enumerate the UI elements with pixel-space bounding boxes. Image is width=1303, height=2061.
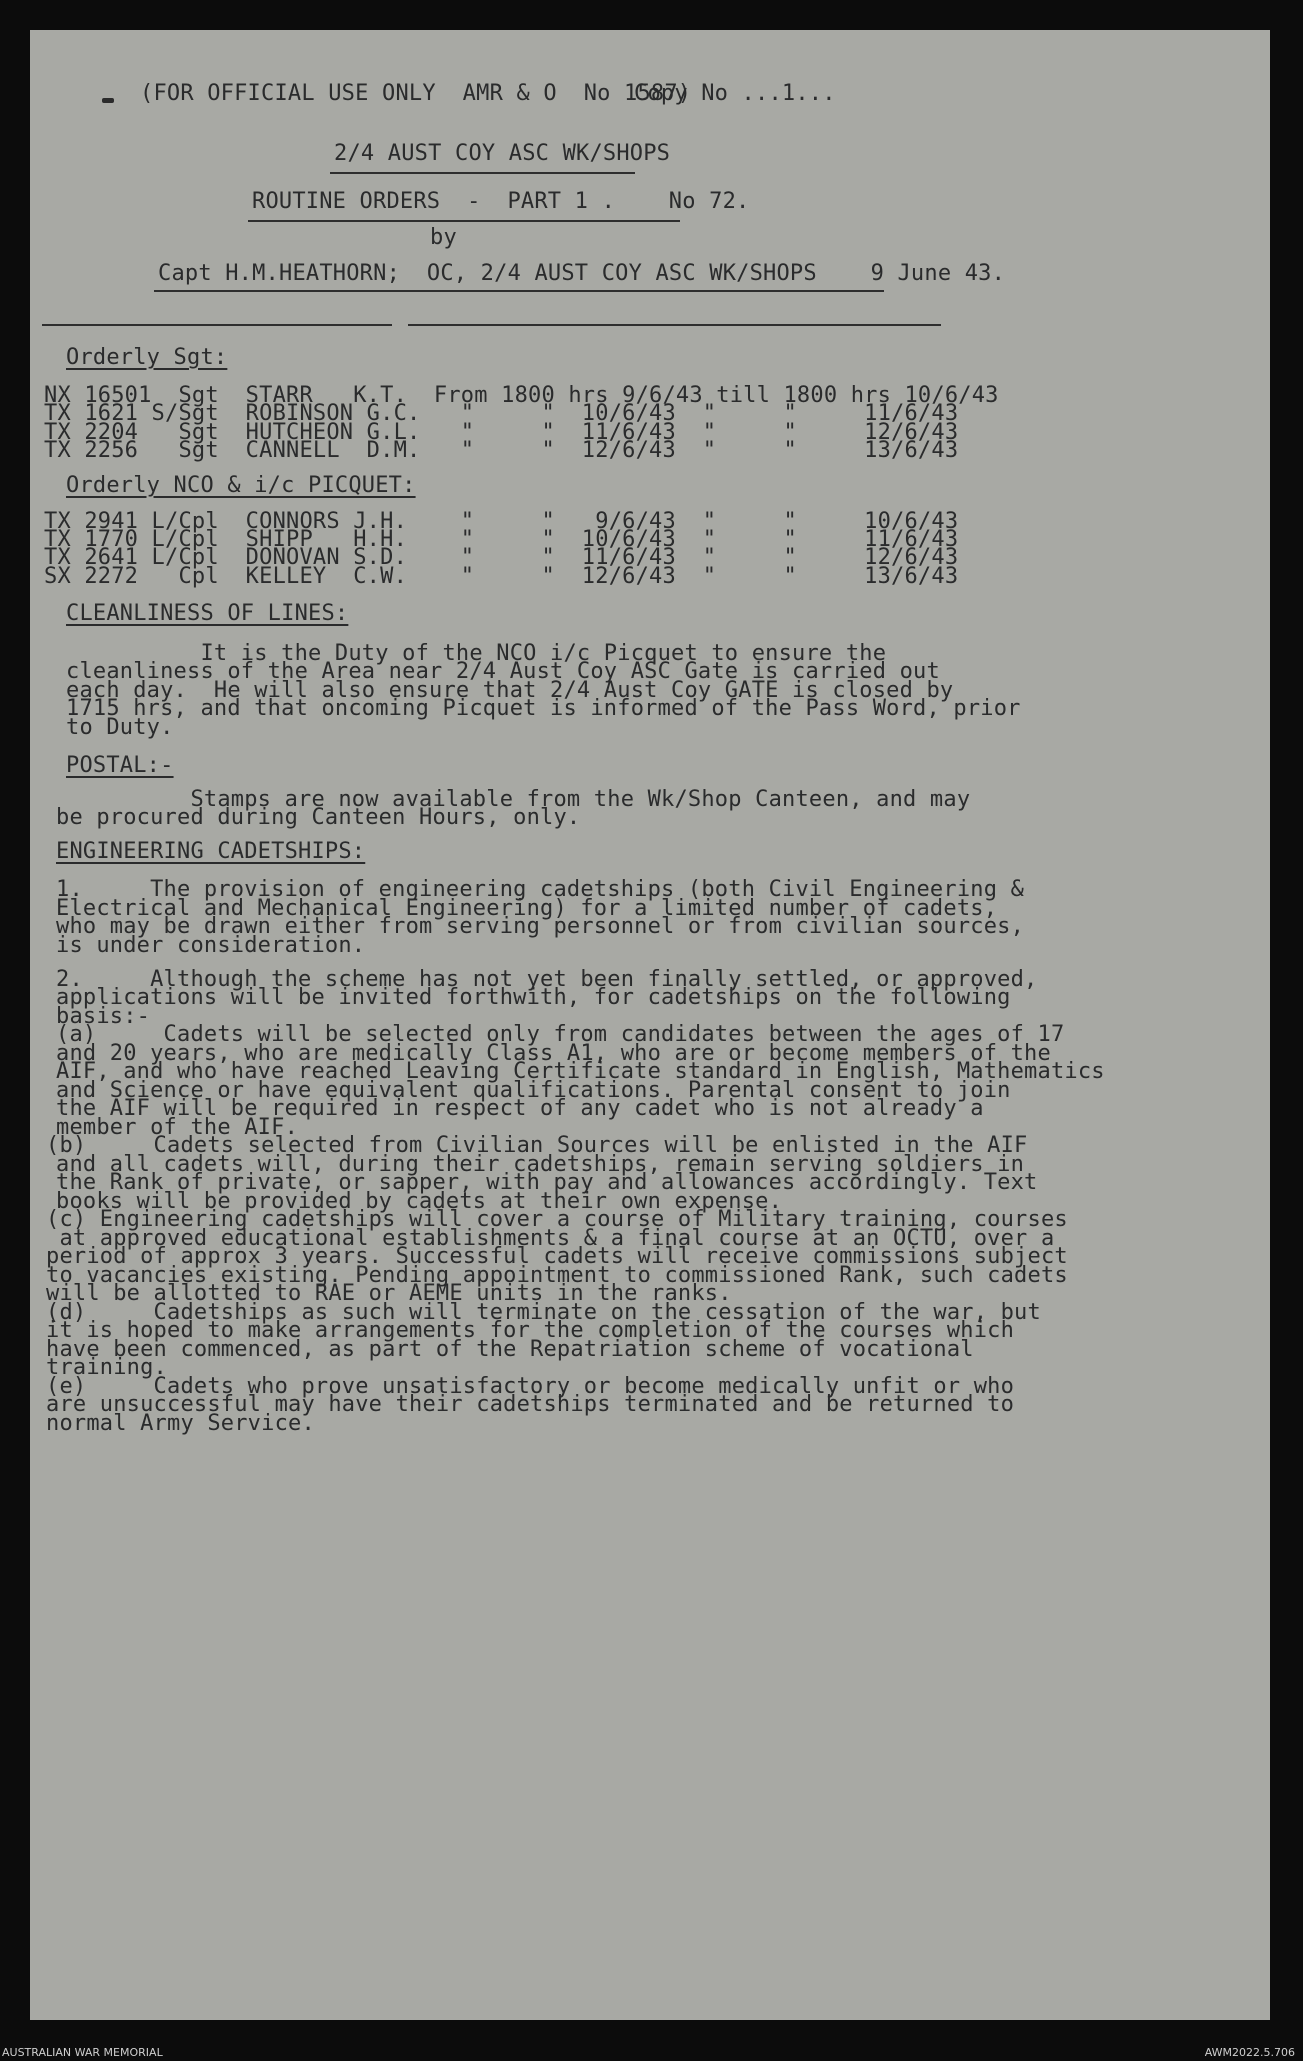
body-line: (a) Cadets will be selected only from candidates between the ages of 17 — [56, 1022, 1065, 1047]
body-line: 1. The provision of engineering cadetships (both Civil Engineering & — [56, 877, 1025, 902]
orderly-nco-heading: Orderly NCO & i/c PICQUET: — [66, 473, 416, 498]
unit-title-underline — [330, 172, 635, 174]
body-line: It is the Duty of the NCO i/c Picquet to ensure the — [66, 641, 887, 666]
archive-reference: AWM2022.5.706 — [1204, 2046, 1295, 2059]
separator-left — [42, 324, 392, 326]
routine-orders-title: ROUTINE ORDERS - PART 1 . No 72. — [252, 189, 750, 214]
cleanliness-heading: CLEANLINESS OF LINES: — [66, 601, 349, 626]
body-line: member of the AIF. — [56, 1115, 299, 1140]
body-line: and Science or have equivalent qualifications. Parental consent to join — [56, 1078, 1011, 1103]
roster-row: SX 2272 Cpl KELLEY C.W. " " 12/6/43 " " 13/6/43 — [44, 564, 959, 589]
body-line: to Duty. — [66, 715, 174, 740]
body-line: normal Army Service. — [46, 1411, 315, 1436]
body-line: each day. He will also ensure that 2/4 Aust Coy GATE is closed by — [66, 678, 954, 703]
body-line: the Rank of private, or sapper, with pay and allowances accordingly. Text — [56, 1170, 1038, 1195]
body-line: cleanliness of the Area near 2/4 Aust Coy ASC Gate is carried out — [66, 659, 940, 684]
copy-number: Copy No ...1... — [634, 81, 836, 106]
body-line: be procured during Canteen Hours, only. — [56, 805, 581, 830]
body-line: have been commenced, as part of the Repatriation scheme of vocational — [46, 1337, 974, 1362]
roster-row: TX 1770 L/Cpl SHIPP H.H. " " 10/6/43 " " 11/6/43 — [44, 527, 959, 552]
classification-line: (FOR OFFICIAL USE ONLY AMR & O No 1587) — [140, 81, 692, 106]
signature-underline — [154, 290, 884, 292]
document-page — [30, 30, 1270, 2020]
separator-right — [408, 324, 941, 326]
by-line: by — [430, 225, 457, 250]
body-line: (b) Cadets selected from Civilian Sources will be enlisted in the AIF — [46, 1133, 1028, 1158]
body-line: at approved educational establishments & a final course at an OCTU, over a — [46, 1226, 1055, 1251]
body-line: basis:- — [56, 1004, 151, 1029]
cadetships-heading: ENGINEERING CADETSHIPS: — [56, 839, 366, 864]
roster-row: TX 2204 Sgt HUTCHEON G.L. " " 11/6/43 " " 12/6/43 — [44, 420, 959, 445]
body-line: will be allotted to RAE or AEME units in the ranks. — [46, 1281, 732, 1306]
roster-row: NX 16501 Sgt STARR K.T. From 1800 hrs 9/6/43 till 1800 hrs 10/6/43 — [44, 383, 999, 408]
body-line: 2. Although the scheme has not yet been finally settled, or approved, — [56, 967, 1038, 992]
body-line: training. — [46, 1355, 168, 1380]
body-line: to vacancies existing. Pending appointment to commissioned Rank, such cadets — [46, 1263, 1068, 1288]
body-line: (e) Cadets who prove unsatisfactory or become medically unfit or who — [46, 1374, 1015, 1399]
ink-smudge — [102, 98, 114, 103]
signature-line: Capt H.M.HEATHORN; OC, 2/4 AUST COY ASC WK/SHOPS 9 June 43. — [158, 261, 1006, 286]
postal-heading: POSTAL:- — [66, 753, 174, 778]
unit-title: 2/4 AUST COY ASC WK/SHOPS — [334, 141, 671, 166]
roster-row: TX 1621 S/Sgt ROBINSON G.C. " " 10/6/43 " " 11/6/43 — [44, 401, 959, 426]
body-line: are unsuccessful may have their cadetships terminated and be returned to — [46, 1392, 1015, 1417]
body-line: who may be drawn either from serving personnel or from civilian sources, — [56, 914, 1025, 939]
body-line: and all cadets will, during their cadetships, remain serving soldiers in — [56, 1152, 1025, 1177]
orders-title-underline — [248, 220, 680, 222]
body-line: books will be provided by cadets at their own expense. — [56, 1189, 783, 1214]
roster-row: TX 2641 L/Cpl DONOVAN S.D. " " 11/6/43 " " 12/6/43 — [44, 545, 959, 570]
body-line: Electrical and Mechanical Engineering) for a limited number of cadets, — [56, 896, 998, 921]
body-line: applications will be invited forthwith, for cadetships on the following — [56, 985, 1011, 1010]
roster-row: TX 2941 L/Cpl CONNORS J.H. " " 9/6/43 " " 10/6/43 — [44, 509, 959, 534]
body-line: (d) Cadetships as such will terminate on the cessation of the war, but — [46, 1300, 1041, 1325]
body-line: 1715 hrs, and that oncoming Picquet is informed of the Pass Word, prior — [66, 696, 1021, 721]
body-line: (c) Engineering cadetships will cover a course of Military training, courses — [46, 1207, 1068, 1232]
body-line: the AIF will be required in respect of any cadet who is not already a — [56, 1096, 984, 1121]
body-line: period of approx 3 years. Successful cadets will receive commissions subject — [46, 1244, 1068, 1269]
roster-row: TX 2256 Sgt CANNELL D.M. " " 12/6/43 " " 13/6/43 — [44, 438, 959, 463]
body-line: AIF, and who have reached Leaving Certificate standard in English, Mathematics — [56, 1059, 1105, 1084]
body-line: and 20 years, who are medically Class A1, who are or become members of the — [56, 1041, 1051, 1066]
body-line: it is hoped to make arrangements for the completion of the courses which — [46, 1318, 1015, 1343]
orderly-sgt-heading: Orderly Sgt: — [66, 345, 228, 370]
body-line: is under consideration. — [56, 933, 366, 958]
archive-credit: AUSTRALIAN WAR MEMORIAL — [2, 2046, 163, 2059]
body-line: Stamps are now available from the Wk/Shop Canteen, and may — [56, 787, 971, 812]
